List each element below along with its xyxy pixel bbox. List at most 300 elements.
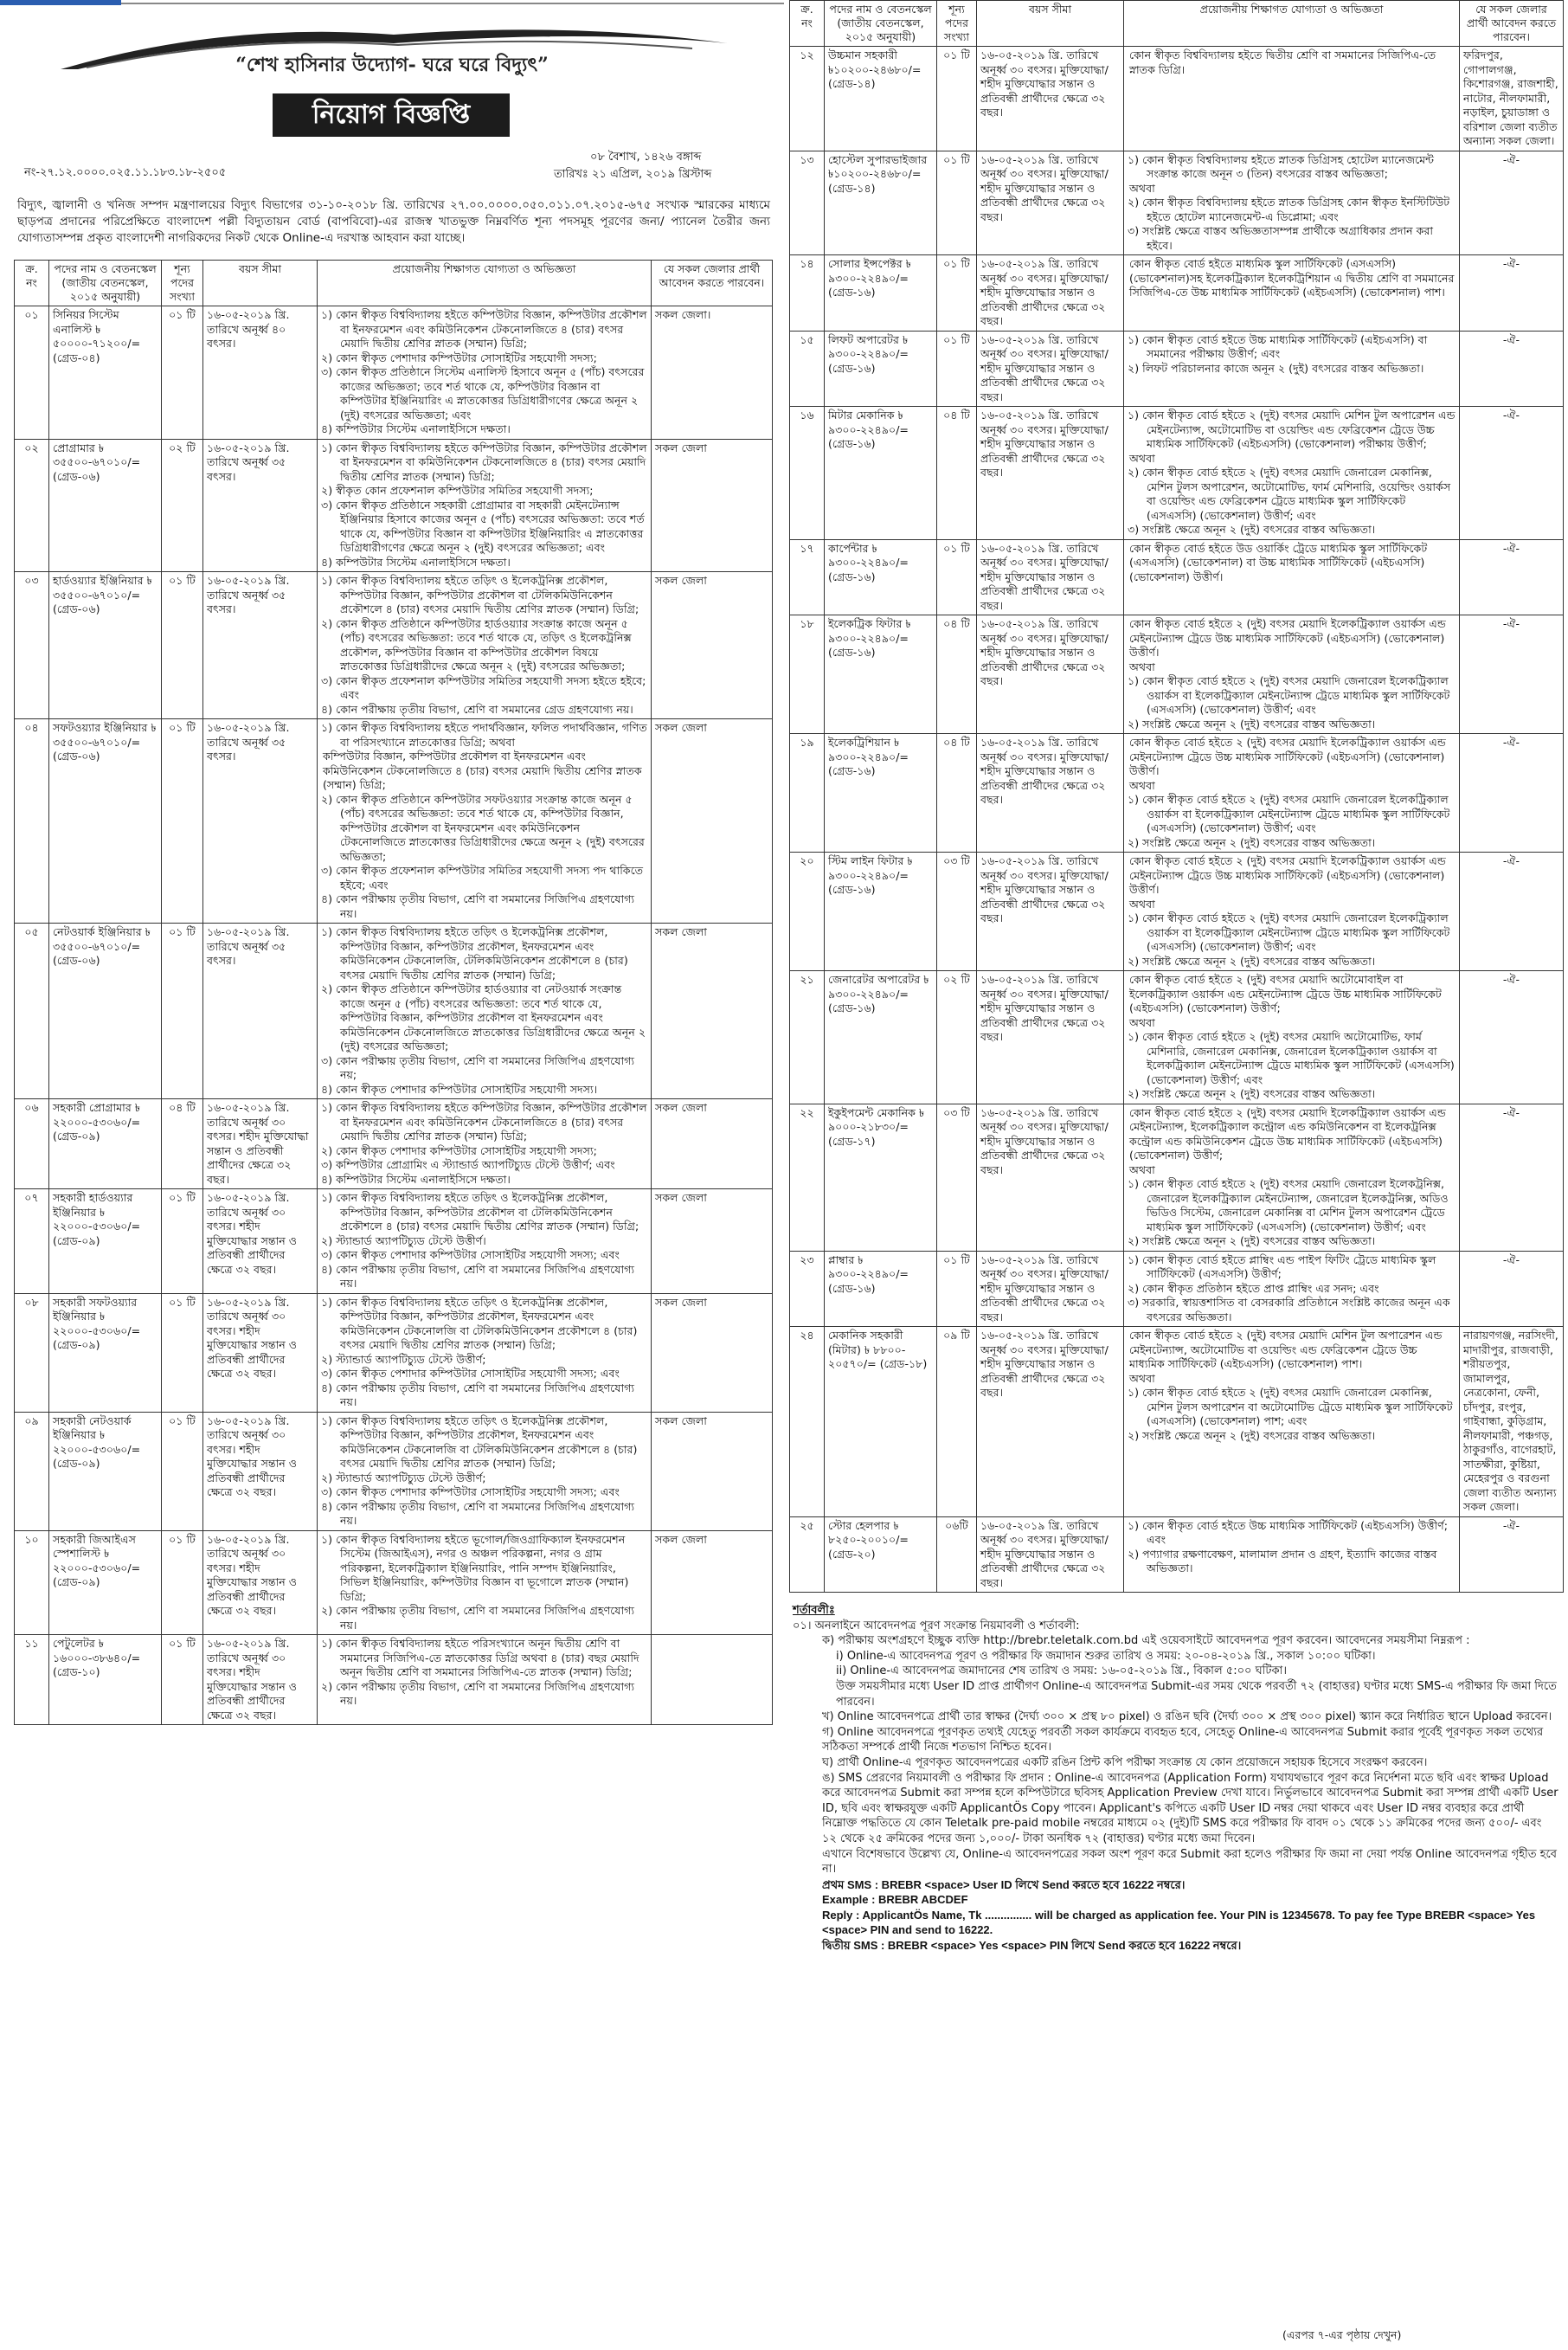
job-no: ২২ xyxy=(790,1104,825,1251)
job-vacancy: ০৪ টি xyxy=(937,407,977,540)
job-district xyxy=(652,1635,773,1725)
terms-a: ক) পরীক্ষায় অংশগ্রহণে ইচ্ছুক ব্যক্তি http://brebr.teletalk.com.bd এই ওয়েবসাইটে আবেদনপত্র পূরণ করবেন। আবেদনের সময়সীমা নিম্নরূপ : xyxy=(822,1634,1470,1648)
table-row xyxy=(15,572,773,719)
job-no: ১৭ xyxy=(790,539,825,615)
col-vacancy: শূন্য পদের সংখ্যা xyxy=(937,1,977,47)
table-row xyxy=(790,151,1564,255)
qualification-line: ৪) কম্পিউটার সিস্টেম এনালাইসিসে দক্ষতা। xyxy=(321,422,511,435)
job-post: নেটওয়ার্ক ইঞ্জিনিয়ার ৳ ৩৫৫০০-৬৭০১০/= (গ্রেড-০৬) xyxy=(49,924,162,1099)
qualification-line: কোন স্বীকৃত বোর্ড হইতে ২ (দুই) বৎসর মেয়াদি ইলেকট্রিক্যাল ওয়ার্কস এন্ড মেইনটেন্যান্স, ইলেকট্রিক্যাল কন্ট্রোল এন্ড কমিউনিকেশন বা ইলেকট্রনিক্স কন্ট্রোল এন্ড কমিউনিকেশন ট্রেডে উচ্চ মাধ্যমিক সার্টিফিকেট (এইচএসসি) (ভোকেশনাল) উত্তীর্ণ; xyxy=(1129,1105,1446,1162)
job-vacancy: ০১ টি xyxy=(162,1293,203,1412)
job-vacancy: ০১ টি xyxy=(937,331,977,407)
job-qualification xyxy=(1124,1251,1460,1327)
qualification-line: ৩) কোন স্বীকৃত পেশাদার কম্পিউটার সোসাইটির সহযোগী সদস্য; এবং xyxy=(321,1248,620,1261)
job-no: ১১ xyxy=(15,1635,49,1725)
qualification-line: ৪) কোন পরীক্ষায় তৃতীয় বিভাগ, শ্রেণি বা সমমানের সিজিপিএ গ্রহণযোগ্য নয়। xyxy=(321,1262,635,1290)
qualification-line: ৩) কম্পিউটার প্রোগ্রামিং এ স্ট্যান্ডার্ড অ্যাপটিচ্যুড টেস্টে উত্তীর্ণ; এবং xyxy=(321,1158,615,1171)
job-post: স্টোর হেলপার ৳ ৮২৫০-২০০১০/= (গ্রেড-২০) xyxy=(825,1516,937,1593)
job-post: সোলার ইন্সপেক্টর ৳ ৯৩০০-২২৪৯০/= (গ্রেড-১৬) xyxy=(825,255,937,332)
job-vacancy: ০১ টি xyxy=(937,151,977,255)
qualification-line: ২) কোন স্বীকৃত প্রতিষ্ঠান হইতে প্রাপ্ত প্লাম্বিং এর সনদ; এবং xyxy=(1128,1281,1379,1295)
job-post: সহকারী সফটওয়্যার ইঞ্জিনিয়ার ৳ ২২০০০-৫৩০৬০/= (গ্রেড-০৯) xyxy=(49,1293,162,1412)
job-age: ১৬-০৫-২০১৯ খ্রি. তারিখে অনূর্ধ্ব ৩০ বৎসর। শহীদ মুক্তিযোদ্ধার সন্তান ও প্রতিবন্ধী প্রার্থীদের ক্ষেত্রে ৩২ বছর। xyxy=(203,1412,318,1530)
job-post: স্টিম লাইন ফিটার ৳ ৯৩০০-২২৪৯০/= (গ্রেড-১৬) xyxy=(825,853,937,971)
job-vacancy: ০৯ টি xyxy=(937,1327,977,1517)
qualification-line: ৩) কোন স্বীকৃত প্রফেশনাল কম্পিউটার সমিতির সহযোগী সদস্য হইতে হইবে; এবং xyxy=(321,673,646,701)
qualification-line: ১) কোন স্বীকৃত বোর্ড হইতে উচ্চ মাধ্যমিক সার্টিফিকেট (এইচএসসি) উত্তীর্ণ; এবং xyxy=(1128,1518,1448,1546)
job-no: ০৭ xyxy=(15,1189,49,1294)
qualification-line: ২) সংশ্লিষ্ট ক্ষেত্রে অনূন ২ (দুই) বৎসরের বাস্তব অভিজ্ঞতা। xyxy=(1128,1428,1376,1442)
job-age: ১৬-০৫-২০১৯ খ্রি. তারিখে অনূর্ধ্ব ৩০ বৎসর। মুক্তিযোদ্ধা/ শহীদ মুক্তিযোদ্ধার সন্তান ও প্রতিবন্ধী প্রার্থীদের ক্ষেত্রে ৩২ বছর। xyxy=(977,615,1124,734)
job-post: কার্পেন্টার ৳ ৯৩০০-২২৪৯০/= (গ্রেড-১৬) xyxy=(825,539,937,615)
qualification-line: ১) কোন স্বীকৃত বিশ্ববিদ্যালয় হইতে কম্পিউটার বিজ্ঞান, কম্পিউটার প্রকৌশল বা ইনফরমেশন এবং কমিউনিকেশন টেকনোলজিতে ৪ (চার) বৎসর মেয়াদি দ্বিতীয় শ্রেণির স্নাতক (সম্মান) ডিগ্রি; xyxy=(321,1101,647,1143)
job-district: -ঐ- xyxy=(1460,151,1564,255)
qualification-line: অথবা xyxy=(1129,778,1155,792)
job-post: উচ্চমান সহকারী ৳১০২০০-২৪৬৮০/= (গ্রেড-১৪) xyxy=(825,47,937,151)
table-row xyxy=(790,1327,1564,1517)
job-district: -ঐ- xyxy=(1460,407,1564,540)
job-district: -ঐ- xyxy=(1460,539,1564,615)
terms-reply: Reply : ApplicantÖs Name, Tk ............... will be charged as application fee. Your PIN is 12345678. To pay fee Type BREBR <space> Yes <space> PIN and send to 16222. xyxy=(822,1908,1536,1937)
job-vacancy: ০২ টি xyxy=(162,439,203,572)
job-vacancy: ০৬টি xyxy=(937,1516,977,1593)
qualification-line: ১) কোন স্বীকৃত বিশ্ববিদ্যালয় হইতে কম্পিউটার বিজ্ঞান, কম্পিউটার প্রকৌশল বা ইনফরমেশন বা কমিউনিকেশন টেকনোলজিতে ৪ (চার) বৎসর মেয়াদি দ্বিতীয় শ্রেণির স্নাতক (সম্মান) ডিগ্রি; xyxy=(321,441,647,483)
terms-ii: ii) Online-এ আবেদনপত্র জমাদানের শেষ তারিখ ও সময়: ১৬-০৫-২০১৯ খ্রি., বিকাল ৫:০০ ঘটিকা। xyxy=(836,1664,1287,1678)
qualification-line: কোন স্বীকৃত বোর্ড হইতে মাধ্যমিক স্কুল সার্টিফিকেট (এসএসসি) (ভোকেশনাল)সহ ইলেকট্রিক্যাল ইলেকট্রিশিয়ান এ দ্বিতীয় শ্রেণি বা সমমানের সিজিপিএ-তে উচ্চ মাধ্যমিক সার্টিফিকেট (এইচএসসি) (ভোকেশনাল) পাশ। xyxy=(1129,257,1455,299)
job-vacancy: ০১ টি xyxy=(162,306,203,440)
qualification-line: ৪) কোন পরীক্ষায় তৃতীয় বিভাগ, শ্রেণি বা সমমানের সিজিপিএ গ্রহণযোগ্য নয়। xyxy=(321,1381,635,1408)
job-qualification xyxy=(318,572,652,719)
job-district: -ঐ- xyxy=(1460,1104,1564,1251)
qualification-line: ২) স্বীকৃত কোন প্রফেশনাল কম্পিউটার সমিতির সহযোগী সদস্য; xyxy=(321,484,594,497)
job-age: ১৬-০৫-২০১৯ খ্রি. তারিখে অনূর্ধ্ব ৩০ বৎসর। মুক্তিযোদ্ধা/ শহীদ মুক্তিযোদ্ধার সন্তান ও প্রতিবন্ধী প্রার্থীদের ক্ষেত্রে ৩২ বছর। xyxy=(977,1251,1124,1327)
qualification-line: ১) কোন স্বীকৃত বোর্ড হইতে ২ (দুই) বৎসর মেয়াদি জেনারেল মেকানিক্স, মেশিন টুলস অপারেশন বা অটোমোটিভ ট্রেডে মাধ্যমিক স্কুল সার্টিফিকেট (এসএসসি) (ভোকেশনাল) পাশ; এবং xyxy=(1128,1386,1453,1427)
terms-heading: শর্তাবলীঃ xyxy=(793,1604,835,1617)
qualification-line: ৩) সংশ্লিষ্ট ক্ষেত্রে বাস্তব অভিজ্ঞতাসম্পন্ন প্রার্থীকে অগ্রাধিকার প্রদান করা হইবে। xyxy=(1128,224,1434,252)
qualification-line: ১) কোন স্বীকৃত বিশ্ববিদ্যালয় হইতে তড়িৎ ও ইলেকট্রনিক্স প্রকৌশল, কম্পিউটার বিজ্ঞান, কম্পিউটার প্রকৌশল বা টেলিকমিউনিকেশন প্রকৌশলে ৪ (চার) বৎসর মেয়াদি দ্বিতীয় শ্রেণির স্নাতক (সম্মান) ডিগ্রি; xyxy=(321,1191,639,1233)
qualification-line: কোন স্বীকৃত বোর্ড হইতে ২ (দুই) বৎসর মেয়াদি ইলেকট্রিক্যাল ওয়ার্কস এন্ড মেইনটেন্যান্স ট্রেডে উচ্চ মাধ্যমিক সার্টিফিকেট (এইচএসসি) (ভোকেশনাল) উত্তীর্ণ। xyxy=(1129,854,1446,896)
job-age: ১৬-০৫-২০১৯ খ্রি. তারিখে অনূর্ধ্ব ৩০ বৎসর। মুক্তিযোদ্ধা/ শহীদ মুক্তিযোদ্ধার সন্তান ও প্রতিবন্ধী প্রার্থীদের ক্ষেত্রে ৩২ বছর। xyxy=(977,47,1124,151)
job-vacancy: ০৩ টি xyxy=(937,1104,977,1251)
slogan: “শেখ হাসিনার উদ্যোগ- ঘরে ঘরে বিদ্যুৎ” xyxy=(235,54,549,76)
job-vacancy: ০২ টি xyxy=(937,971,977,1104)
job-age: ১৬-০৫-২০১৯ খ্রি. তারিখে অনূর্ধ্ব ৩০ বৎসর। মুক্তিযোদ্ধা/ শহীদ মুক্তিযোদ্ধার সন্তান ও প্রতিবন্ধী প্রার্থীদের ক্ষেত্রে ৩২ বছর। xyxy=(977,971,1124,1104)
table-row xyxy=(15,439,773,572)
qualification-line: ১) কোন স্বীকৃত বিশ্ববিদ্যালয় হইতে ভূগোল/জিওগ্রাফিক্যাল ইনফরমেশন সিস্টেম (জিআইএস), নগর ও অঞ্চল পরিকল্পনা, নগর ও গ্রাম পরিকল্পনা, ইলেকট্রিক্যাল ইঞ্জিনিয়ারিং, পানি সম্পদ ইঞ্জিনিয়ারিং, সিভিল ইঞ্জিনিয়ারিং, কম্পিউটার বিজ্ঞান বা ভূগোলে স্নাতক (সম্মান) ডিগ্রি; xyxy=(321,1532,629,1603)
col-no: ক্র. নং xyxy=(790,1,825,47)
qualification-line: ২) সংশ্লিষ্ট ক্ষেত্রে অনূন ২ (দুই) বৎসরের বাস্তব অভিজ্ঞতা। xyxy=(1128,954,1376,968)
job-age: ১৬-০৫-২০১৯ খ্রি. তারিখে অনূর্ধ্ব ৩০ বৎসর। মুক্তিযোদ্ধা/ শহীদ মুক্তিযোদ্ধার সন্তান ও প্রতিবন্ধী প্রার্থীদের ক্ষেত্রে ৩২ বছর। xyxy=(977,853,1124,971)
table-header-row xyxy=(790,1,1564,47)
job-post: ইলেকট্রিশিয়ান ৳ ৯৩০০-২২৪৯০/= (গ্রেড-১৬) xyxy=(825,734,937,853)
job-vacancy: ০১ টি xyxy=(162,1635,203,1725)
job-qualification xyxy=(1124,853,1460,971)
jobs-table-left xyxy=(14,260,773,1725)
qualification-line: অথবা xyxy=(1129,1015,1155,1029)
job-qualification xyxy=(318,306,652,440)
qualification-line: ৩) কোন পরীক্ষায় তৃতীয় বিভাগ, শ্রেণি বা সমমানের সিজিপিএ গ্রহণযোগ্য নয়; xyxy=(321,1053,635,1081)
continued-note: (এরপর ৭-এর পৃষ্ঠায় দেখুন) xyxy=(1282,2328,1402,2341)
col-district: যে সকল জেলার প্রার্থী আবেদন করতে পারবেন। xyxy=(1460,1,1564,47)
qualification-line: ১) কোন স্বীকৃত বোর্ড হইতে ২ (দুই) বৎসর মেয়াদি মেশিন টুল অপারেশন এন্ড মেইনটেন্যান্স, অটোমোটিভ বা ওয়েল্ডিং এন্ড ফেব্রিকেশন ট্রেডে উচ্চ মাধ্যমিক সার্টিফিকেট (এইচএসসি) (ভোকেশনাল) পরীক্ষায় উত্তীর্ণ; xyxy=(1128,409,1456,450)
qualification-line: ২) কোন পরীক্ষায় তৃতীয় বিভাগ, শ্রেণি বা সমমানের সিজিপিএ গ্রহণযোগ্য নয়। xyxy=(321,1604,635,1632)
table-row xyxy=(790,47,1564,151)
job-no: ২৪ xyxy=(790,1327,825,1517)
qualification-line: ৪) কোন পরীক্ষায় তৃতীয় বিভাগ, শ্রেণি বা সমমানের সিজিপিএ গ্রহণযোগ্য নয়। xyxy=(321,1499,635,1527)
qualification-line: ২) স্ট্যান্ডার্ড অ্যাপটিচ্যুড টেস্টে উত্তীর্ণ; xyxy=(321,1471,486,1484)
qualification-line: ৪) কম্পিউটার সিস্টেম এনালাইসিসে দক্ষতা। xyxy=(321,1172,511,1186)
job-district: সকল জেলা xyxy=(652,1189,773,1294)
job-no: ০৬ xyxy=(15,1099,49,1189)
job-qualification xyxy=(318,1530,652,1635)
memo-number: নং-২৭.১২.০০০০.০২৫.১১.১৮৩.১৮-২৫০৫ xyxy=(24,166,227,179)
job-qualification xyxy=(318,1189,652,1294)
col-qualification: প্রয়োজনীয় শিক্ষাগত যোগ্যতা ও অভিজ্ঞতা xyxy=(318,261,652,306)
job-district: সকল জেলা। xyxy=(652,306,773,440)
table-row xyxy=(790,1104,1564,1251)
table-row xyxy=(15,924,773,1099)
job-age: ১৬-০৫-২০১৯ খ্রি. তারিখে অনূর্ধ্ব ৪০ বৎসর। xyxy=(203,306,318,440)
qualification-line: ৩) সরকারি, স্বায়ত্তশাসিত বা বেসরকারি প্রতিষ্ঠানে সংশ্লিষ্ট কাজের অনূন এক বৎসরের অভিজ্ঞতা। xyxy=(1128,1296,1450,1323)
job-district: -ঐ- xyxy=(1460,1251,1564,1327)
qualification-line: ২) সংশ্লিষ্ট ক্ষেত্রে অনূন ২ (দুই) বৎসরের বাস্তব অভিজ্ঞতা। xyxy=(1128,717,1376,731)
col-district: যে সকল জেলার প্রার্থী আবেদন করতে পারবেন। xyxy=(652,261,773,306)
qualification-line: ৪) কম্পিউটার সিস্টেম এনালাইসিসে দক্ষতা। xyxy=(321,555,511,569)
job-qualification xyxy=(318,1412,652,1530)
job-no: ১২ xyxy=(790,47,825,151)
qualification-line: ২) কোন স্বীকৃত পেশাদার কম্পিউটার সোসাইটির সহযোগী সদস্য; xyxy=(321,1143,597,1157)
job-post: সহকারী নেটওয়ার্ক ইঞ্জিনিয়ার ৳ ২২০০০-৫৩০৬০/= (গ্রেড-০৯) xyxy=(49,1412,162,1530)
job-post: প্লাম্বার ৳ ৯৩০০-২২৪৯০/= (গ্রেড-১৬) xyxy=(825,1251,937,1327)
table-row xyxy=(15,1635,773,1725)
table-row xyxy=(790,1251,1564,1327)
page-title: নিয়োগ বিজ্ঞপ্তি xyxy=(273,93,510,137)
terms-section xyxy=(793,1603,1559,1954)
col-post: পদের নাম ও বেতনস্কেল (জাতীয় বেতনস্কেল, ২০১৫ অনুযায়ী) xyxy=(49,261,162,306)
job-post: জেনারেটর অপারেটর ৳ ৯৩০০-২২৪৯০/= (গ্রেড-১৬) xyxy=(825,971,937,1104)
table-row xyxy=(790,539,1564,615)
table-row xyxy=(790,853,1564,971)
job-district: -ঐ- xyxy=(1460,1516,1564,1593)
jobs-table-right xyxy=(789,0,1564,1593)
job-vacancy: ০১ টি xyxy=(937,1251,977,1327)
qualification-line: ২) কোন স্বীকৃত বিশ্ববিদ্যালয় হইতে স্নাতক ডিগ্রিসহ কোন স্বীকৃত ইনস্টিটিউট হইতে হোটেল ম্যানেজমেন্ট-এ ডিপ্লোমা; এবং xyxy=(1128,196,1450,223)
qualification-line: ২) কোন পরীক্ষায় তৃতীয় বিভাগ, শ্রেণি বা সমমানের সিজিপিএ গ্রহণযোগ্য নয়। xyxy=(321,1679,635,1707)
job-qualification xyxy=(1124,407,1460,540)
job-post: সহকারী হার্ডওয়্যার ইঞ্জিনিয়ার ৳ ২২০০০-৫৩০৬০/= (গ্রেড-০৯) xyxy=(49,1189,162,1294)
job-district: সকল জেলা xyxy=(652,439,773,572)
job-post: সহকারী জিআইএস স্পেশালিস্ট ৳ ২২০০০-৫৩০৬০/= (গ্রেড-০৯) xyxy=(49,1530,162,1635)
qualification-line: ১) কোন স্বীকৃত বিশ্ববিদ্যালয় হইতে কম্পিউটার বিজ্ঞান, কম্পিউটার প্রকৌশল বা ইনফরমেশন এবং কমিউনিকেশন টেকনোলজিতে ৪ (চার) বৎসর মেয়াদি দ্বিতীয় শ্রেণির স্নাতক (সম্মান) ডিগ্রি; xyxy=(321,308,647,350)
job-age: ১৬-০৫-২০১৯ খ্রি. তারিখে অনূর্ধ্ব ৩০ বৎসর। মুক্তিযোদ্ধা/ শহীদ মুক্তিযোদ্ধার সন্তান ও প্রতিবন্ধী প্রার্থীদের ক্ষেত্রে ৩২ বছর। xyxy=(977,1516,1124,1593)
qualification-line: অথবা xyxy=(1129,1371,1155,1385)
job-post: ইলেকট্রিক ফিটার ৳ ৯৩০০-২২৪৯০/= (গ্রেড-১৬) xyxy=(825,615,937,734)
qualification-line: ১) কোন স্বীকৃত বিশ্ববিদ্যালয় হইতে পদার্থবিজ্ঞান, ফলিত পদার্থবিজ্ঞান, গণিত বা পরিসংখ্যানে স্নাতকোত্তর ডিগ্রি; অথবা xyxy=(321,721,647,749)
job-district: ফরিদপুর, গোপালগঞ্জ, কিশোরগঞ্জ, রাজশাহী, নাটোর, নীলফামারী, নড়াইল, চুয়াডাঙ্গা ও বরিশাল জেলা ব্যতীত অন্যান্য সকল জেলা। xyxy=(1460,47,1564,151)
qualification-line: ১) কোন স্বীকৃত বোর্ড হইতে প্লাম্বিং এন্ড পাইপ ফিটিং ট্রেডে মাধ্যমিক স্কুল সার্টিফিকেট (এসএসসি) উত্তীর্ণ; xyxy=(1128,1252,1436,1280)
job-vacancy: ০১ টি xyxy=(937,539,977,615)
job-no: ২৩ xyxy=(790,1251,825,1327)
qualification-line: ২) পণ্যাগার রক্ষণাবেক্ষণ, মালামাল প্রদান ও গ্রহণ, ইত্যাদি কাজের বাস্তব অভিজ্ঞতা। xyxy=(1128,1547,1437,1574)
qualification-line: ১) কোন স্বীকৃত বোর্ড হইতে ২ (দুই) বৎসর মেয়াদি জেনারেল ইলেকট্রিক্যাল ওয়ার্কস বা ইলেকট্রিক্যাল মেইনটেন্যান্স ট্রেডে মাধ্যমিক স্কুল সার্টিফিকেট (এসএসসি) (ভোকেশনাল) উত্তীর্ণ; এবং xyxy=(1128,674,1450,716)
qualification-line: ৪) কোন স্বীকৃত পেশাদার কম্পিউটার সোসাইটির সহযোগী সদস্য। xyxy=(321,1082,598,1096)
table-row xyxy=(790,331,1564,407)
job-age: ১৬-০৫-২০১৯ খ্রি. তারিখে অনূর্ধ্ব ৩০ বৎসর। মুক্তিযোদ্ধা/ শহীদ মুক্তিযোদ্ধার সন্তান ও প্রতিবন্ধী প্রার্থীদের ক্ষেত্রে ৩২ বছর। xyxy=(977,331,1124,407)
terms-u-note: এখানে বিশেষভাবে উল্লেখ্য যে, Online-এ আবেদনপত্রের সকল অংশ পূরণ করে Submit করা হলেও পরীক্ষার ফি জমা না দেয়া পর্যন্ত Online আবেদনপত্র গৃহীত হবে না। xyxy=(822,1847,1557,1877)
job-post: হোস্টেল সুপারভাইজার ৳১০২০০-২৪৬৮০/= (গ্রেড-১৪) xyxy=(825,151,937,255)
job-post: মেকানিক সহকারী (মিটার) ৳ ৮৮০০- ২০৫৭০/= (গ্রেড-১৮) xyxy=(825,1327,937,1517)
job-district: সকল জেলা xyxy=(652,924,773,1099)
job-age: ১৬-০৫-২০১৯ খ্রি. তারিখে অনূর্ধ্ব ৩০ বৎসর। মুক্তিযোদ্ধা/ শহীদ মুক্তিযোদ্ধার সন্তান ও প্রতিবন্ধী প্রার্থীদের ক্ষেত্রে ৩২ বছর। xyxy=(977,734,1124,853)
qualification-line: ২) কোন স্বীকৃত প্রতিষ্ঠানে কম্পিউটার সফটওয়্যার সংক্রান্ত কাজে অনূন ৫ (পাঁচ) বৎসরের অভিজ্ঞতা: তবে শর্ত থাকে যে, কম্পিউটার বিজ্ঞান, কম্পিউটার প্রকৌশল বা ইনফরমেশন এবং কমিউনিকেশন টেকনোলজিতে স্নাতকোত্তর ডিগ্রিধারীদের ক্ষেত্রে অনূন ২ (দুই) বৎসরের অভিজ্ঞতা; xyxy=(321,792,645,863)
job-post: পেটুলেটর ৳ ১৬০০০-৩৮৬৪০/= (গ্রেড-১০) xyxy=(49,1635,162,1725)
qualification-line: ১) কোন স্বীকৃত বিশ্ববিদ্যালয় হইতে তড়িৎ ও ইলেকট্রনিক্স প্রকৌশল, কম্পিউটার বিজ্ঞান, কম্পিউটার প্রকৌশল, ইনফরমেশন এবং কমিউনিকেশন টেকনোলজি বা টেলিকমিউনিকেশন প্রকৌশলে ৪ (চার) বৎসর মেয়াদি দ্বিতীয় শ্রেণির স্নাতক (সম্মান) ডিগ্রি; xyxy=(321,1295,638,1351)
qualification-line: ১) কোন স্বীকৃত বিশ্ববিদ্যালয় হইতে তড়িৎ ও ইলেকট্রনিক্স প্রকৌশল, কম্পিউটার বিজ্ঞান, কম্পিউটার প্রকৌশল, ইনফরমেশন এবং কমিউনিকেশন টেকনোলজি, টেলিকমিউনিকেশন প্রকৌশলে ৪ (চার) বৎসর মেয়াদি দ্বিতীয় শ্রেণির স্নাতক (সম্মান) ডিগ্রি; xyxy=(321,925,628,982)
qualification-line: ২) কোন স্বীকৃত পেশাদার কম্পিউটার সোসাইটির সহযোগী সদস্য; xyxy=(321,351,597,364)
terms-u: ঙ) SMS প্রেরণের নিয়মাবলী ও পরীক্ষার ফি প্রদান : Online-এ আবেদনপত্র (Application Form) যথাযথভাবে পূরণ করে নির্দেশনা মতে ছবি এবং স্বাক্ষর Upload করে আবেদনপত্র Submit করা সম্পন্ন হলে কম্পিউটারে ছবিসহ Application Preview দেখা যাবে। নির্ভুলভাবে আবেদনপত্র Submit করা সম্পন্ন প্রার্থী একটি User ID, ছবি এবং স্বাক্ষরযুক্ত একটি ApplicantÖs Copy পাবেন। Applicant's কপিতে একটি User ID নম্বর দেয়া থাকবে এবং User ID নম্বর ব্যবহার করে প্রার্থী নিম্নোক্ত পদ্ধতিতে যে কোন Teletalk pre-paid mobile নম্বরের মাধ্যমে ০২ (দুই)টি SMS করে পরীক্ষার ফি বাবদ ০১ থেকে ১১ ক্রমিকের পদের জন্য ৫০০/- এবং ১২ থেকে ২৫ ক্রমিকের পদের জন্য ১,০০০/- টাকা অনধিক ৭২ (বাহাত্তর) ঘণ্টার মধ্যে জমা দিবেন। xyxy=(822,1771,1558,1845)
terms-g: গ) Online আবেদনপত্রে পূরণকৃত তথ্যই যেহেতু পরবর্তী সকল কার্যক্রমে ব্যবহৃত হবে, সেহেতু Online-এ আবেদনপত্র Submit করার পূর্বেই পূরণকৃত সকল তথ্যের সঠিকতা সম্পর্কে প্রার্থী নিজে শতভাগ নিশ্চিত হবেন। xyxy=(822,1725,1544,1754)
terms-ii-note: উক্ত সময়সীমার মধ্যে User ID প্রাপ্ত প্রার্থীগণ Online-এ আবেদনপত্র Submit-এর সময় থেকে পরবর্তী ৭২ (বাহাত্তর) ঘণ্টার মধ্যে SMS-এ পরীক্ষার ফি জমা দিতে পারবেন। xyxy=(836,1679,1557,1709)
qualification-line: কোন স্বীকৃত বিশ্ববিদ্যালয় হইতে দ্বিতীয় শ্রেণি বা সমমানের সিজিপিএ-তে স্নাতক ডিগ্রি। xyxy=(1129,48,1436,76)
qualification-line: ২) কোন স্বীকৃত প্রতিষ্ঠানে কম্পিউটার হার্ডওয়্যার সংক্রান্ত কাজে অনূন ৫ (পাঁচ) বৎসরের অভিজ্ঞতা: তবে শর্ত থাকে যে, তড়িৎ ও ইলেকট্রনিক্স প্রকৌশল, কম্পিউটার বিজ্ঞান বা কম্পিউটার প্রকৌশল বিষয়ে স্নাতকোত্তর ডিগ্রিধারীদের ক্ষেত্রে অনূন ২ (দুই) বৎসরের অভিজ্ঞতা; xyxy=(321,616,632,673)
job-qualification xyxy=(318,439,652,572)
date-english: ২১ এপ্রিল, ২০১৯ খ্রিস্টাব্দ xyxy=(592,168,712,181)
qualification-line: অথবা xyxy=(1129,660,1155,673)
job-qualification xyxy=(1124,331,1460,407)
job-post: সফটওয়্যার ইঞ্জিনিয়ার ৳ ৩৫৫০০-৬৭০১০/= (গ্রেড-০৬) xyxy=(49,719,162,924)
qualification-line: ২) স্ট্যান্ডার্ড অ্যাপটিচ্যুড টেস্টে উত্তীর্ণ। xyxy=(321,1233,486,1247)
job-vacancy: ০৪ টি xyxy=(937,734,977,853)
qualification-line: ২) কোন স্বীকৃত প্রতিষ্ঠানে কম্পিউটার হার্ডওয়্যার বা নেটওয়ার্ক সংক্রান্ত কাজে অনূন ৫ (পাঁচ) বৎসরের অভিজ্ঞতা: তবে শর্ত থাকে যে, কম্পিউটার বিজ্ঞান, কম্পিউটার প্রকৌশল বা ইনফরমেশন এবং কমিউনিকেশন টেকনোলজিতে স্নাতকোত্তর ডিগ্রিধারীদের ক্ষেত্রে অনূন ২ (দুই) বৎসরের অভিজ্ঞতা; xyxy=(321,982,646,1053)
header xyxy=(0,17,784,199)
qualification-line: ২) লিফট পরিচালনার কাজে অনূন ২ (দুই) বৎসরের বাস্তব অভিজ্ঞতা। xyxy=(1128,361,1424,375)
job-district: সকল জেলা xyxy=(652,1412,773,1530)
col-post: পদের নাম ও বেতনস্কেল (জাতীয় বেতনস্কেল, ২০১৫ অনুযায়ী) xyxy=(825,1,937,47)
job-vacancy: ০১ টি xyxy=(937,47,977,151)
job-no: ০৪ xyxy=(15,719,49,924)
terms-b: খ) Online আবেদনপত্রে প্রার্থী তার স্বাক্ষর (দৈর্ঘ্য ৩০০ × প্রস্থ ৮০ pixel) ও রঙিন ছবি (দৈর্ঘ্য ৩০০ × প্রস্থ ৩০০ pixel) স্ক্যান করে নির্ধারিত স্থানে Upload করবেন। xyxy=(822,1710,1552,1724)
table-row xyxy=(790,734,1564,853)
job-vacancy: ০১ টি xyxy=(937,255,977,332)
table-row xyxy=(15,1412,773,1530)
qualification-line: ১) কোন স্বীকৃত বোর্ড হইতে ২ (দুই) বৎসর মেয়াদি জেনারেল ইলেকট্রিক্যাল ওয়ার্কস বা ইলেকট্রিক্যাল মেইনটেন্যান্স ট্রেডে মাধ্যমিক স্কুল সার্টিফিকেট (এসএসসি) (ভোকেশনাল) উত্তীর্ণ; এবং xyxy=(1128,911,1450,953)
job-vacancy: ০১ টি xyxy=(162,924,203,1099)
qualification-line: কম্পিউটার বিজ্ঞান, কম্পিউটার প্রকৌশল বা ইনফরমেশন এবং কমিউনিকেশন টেকনোলজিতে ৪ (চার) বৎসর মেয়াদি দ্বিতীয় শ্রেণির স্নাতক (সম্মান) ডিগ্রি; xyxy=(323,750,642,791)
job-district: সকল জেলা xyxy=(652,572,773,719)
job-no: ০২ xyxy=(15,439,49,572)
job-no: ১৪ xyxy=(790,255,825,332)
intro-paragraph: বিদ্যুৎ, জ্বালানী ও খনিজ সম্পদ মন্ত্রণালয়ের বিদ্যুৎ বিভাগের ৩১-১০-২০১৮ খ্রি. তারিখের ২৭.০০.০০০০.০৫০.০১১.০৭.২০১৫-৬৭৫ সংখ্যক স্মারকের মাধ্যমে ছাড়পত্র প্রদানের পরিপ্রেক্ষিতে বাংলাদেশ পল্লী বিদ্যুতায়ন বোর্ড (বাপবিবো)-এর রাজস্ব খাতভুক্ত নিম্নবর্ণিত শূন্য পদসমূহ পূরণের জন্য/ প্যানেল তৈরীর জন্য যোগ্যতাসম্পন্ন প্রকৃত বাংলাদেশী নাগরিকদের নিকট থেকে Online-এ দরখাস্ত আহবান করা যাচ্ছে। xyxy=(17,198,770,245)
qualification-line: ৩) কোন স্বীকৃত প্রফেশনাল কম্পিউটার সমিতির সহযোগী সদস্য পদ থাকিতে হইবে; এবং xyxy=(321,864,644,892)
col-age: বয়স সীমা xyxy=(203,261,318,306)
job-vacancy: ০১ টি xyxy=(162,1530,203,1635)
table-row xyxy=(790,1516,1564,1593)
date-label: তারিখঃ xyxy=(554,168,588,181)
qualification-line: ৪) কোন পরীক্ষায় তৃতীয় বিভাগ, শ্রেণি বা সমমানের গ্রেড গ্রহণযোগ্য নয়। xyxy=(321,702,633,716)
job-district: -ঐ- xyxy=(1460,971,1564,1104)
job-no: ০৯ xyxy=(15,1412,49,1530)
job-district: -ঐ- xyxy=(1460,331,1564,407)
job-qualification xyxy=(1124,971,1460,1104)
job-age: ১৬-০৫-২০১৯ খ্রি. তারিখে অনূর্ধ্ব ৩৫ বৎসর। xyxy=(203,924,318,1099)
qualification-line: ২) সংশ্লিষ্ট ক্ষেত্রে অনূন ২ (দুই) বৎসরের বাস্তব অভিজ্ঞতা। xyxy=(1128,1087,1376,1100)
job-age: ১৬-০৫-২০১৯ খ্রি. তারিখে অনূর্ধ্ব ৩০ বৎসর। শহীদ মুক্তিযোদ্ধার সন্তান ও প্রতিবন্ধী প্রার্থীদের ক্ষেত্রে ৩২ বছর। xyxy=(203,1635,318,1725)
qualification-line: কোন স্বীকৃত বোর্ড হইতে ২ (দুই) বৎসর মেয়াদি অটোমোবাইল বা ইলেকট্রিক্যাল ওয়ার্কস এন্ড মেইনটেন্যান্স ট্রেডে উচ্চ মাধ্যমিক সার্টিফিকেট (এইচএসসি) (ভোকেশনাল) উত্তীর্ণ; xyxy=(1129,973,1442,1014)
qualification-line: ৩) কোন স্বীকৃত প্রতিষ্ঠানে সিস্টেম এনালিস্ট হিসাবে অনূন ৫ (পাঁচ) বৎসরের কাজের অভিজ্ঞতা; তবে শর্ত থাকে যে, কম্পিউটার বিজ্ঞান বা কম্পিউটার ইঞ্জিনিয়ারিং এ স্নাতকোত্তর ডিগ্রিধারীগণের ক্ষেত্রে অনূন ২ (দুই) বৎসরের অভিজ্ঞতা; এবং xyxy=(321,365,645,422)
qualification-line: ৩) সংশ্লিষ্ট ক্ষেত্রে অনূন ২ (দুই) বৎসরের বাস্তব অভিজ্ঞতা। xyxy=(1128,523,1376,536)
job-district: -ঐ- xyxy=(1460,255,1564,332)
job-qualification xyxy=(1124,1104,1460,1251)
qualification-line: ১) কোন স্বীকৃত বিশ্ববিদ্যালয় হইতে তড়িৎ ও ইলেকট্রনিক্স প্রকৌশল, কম্পিউটার বিজ্ঞান, কম্পিউটার প্রকৌশল, ইনফরমেশন এবং কমিউনিকেশন টেকনোলজি বা টেলিকমিউনিকেশন প্রকৌশলে ৪ (চার) বৎসর মেয়াদি দ্বিতীয় শ্রেণির স্নাতক (সম্মান) ডিগ্রি; xyxy=(321,1413,638,1470)
qualification-line: ১) কোন স্বীকৃত বোর্ড হইতে উচ্চ মাধ্যমিক সার্টিফিকেট (এইচএসসি) বা সমমানের পরীক্ষায় উত্তীর্ণ; এবং xyxy=(1128,332,1428,360)
qualification-line: অথবা xyxy=(1129,897,1155,911)
qualification-line: ১) কোন স্বীকৃত বিশ্ববিদ্যালয় হইতে স্নাতক ডিগ্রিসহ হোটেল ম্যানেজমেন্ট সংক্রান্ত কাজে অনূন ৩ (তিন) বৎসরের বাস্তব অভিজ্ঞতা; xyxy=(1128,152,1435,180)
job-vacancy: ০৪ টি xyxy=(937,615,977,734)
job-vacancy: ০১ টি xyxy=(162,719,203,924)
table-header-row xyxy=(15,261,773,306)
job-post: সিনিয়র সিস্টেম এনালিস্ট ৳ ৫০০০০-৭১২০০/= (গ্রেড-০৪) xyxy=(49,306,162,440)
job-age: ১৬-০৫-২০১৯ খ্রি. তারিখে অনূর্ধ্ব ৩৫ বৎসর। xyxy=(203,439,318,572)
qualification-line: ২) সংশ্লিষ্ট ক্ষেত্রে অনূন ২ (দুই) বৎসরের বাস্তব অভিজ্ঞতা। xyxy=(1128,835,1376,849)
table-row xyxy=(790,615,1564,734)
table-row xyxy=(790,971,1564,1104)
job-no: ০৮ xyxy=(15,1293,49,1412)
job-age: ১৬-০৫-২০১৯ খ্রি. তারিখে অনূর্ধ্ব ৩০ বৎসর। মুক্তিযোদ্ধা/ শহীদ মুক্তিযোদ্ধার সন্তান ও প্রতিবন্ধী প্রার্থীদের ক্ষেত্রে ৩২ বছর। xyxy=(977,539,1124,615)
qualification-line: ৩) কোন স্বীকৃত পেশাদার কম্পিউটার সোসাইটির সহযোগী সদস্য; এবং xyxy=(321,1485,620,1498)
table-row xyxy=(790,255,1564,332)
job-qualification xyxy=(318,1099,652,1189)
date-bangla: ০৮ বৈশাখ, ১৪২৬ বঙ্গাব্দ xyxy=(590,151,702,164)
job-no: ১৫ xyxy=(790,331,825,407)
col-qualification: প্রয়োজনীয় শিক্ষাগত যোগ্যতা ও অভিজ্ঞতা xyxy=(1124,1,1460,47)
job-no: ১৯ xyxy=(790,734,825,853)
qualification-line: ১) কোন স্বীকৃত বোর্ড হইতে ২ (দুই) বৎসর মেয়াদি অটোমোটিভ, ফার্ম মেশিনারি, জেনারেল মেকানিক্স, জেনারেল ইলেকট্রিক্যাল ওয়ার্কস বা ইলেকট্রিক্যাল মেইনটেন্যান্স ট্রেডে মাধ্যমিক স্কুল সার্টিফিকেট (এসএসসি) (ভোকেশনাল) উত্তীর্ণ; এবং xyxy=(1128,1030,1455,1086)
job-district: সকল জেলা xyxy=(652,1293,773,1412)
job-age: ১৬-০৫-২০১৯ খ্রি. তারিখে অনূর্ধ্ব ৩০ বৎসর। শহীদ মুক্তিযোদ্ধার সন্তান ও প্রতিবন্ধী প্রার্থীদের ক্ষেত্রে ৩২ বছর। xyxy=(203,1189,318,1294)
job-no: ২০ xyxy=(790,853,825,971)
job-qualification xyxy=(1124,47,1460,151)
job-vacancy: ০১ টি xyxy=(162,572,203,719)
table-row xyxy=(15,1189,773,1294)
qualification-line: ৪) কোন পরীক্ষায় তৃতীয় বিভাগ, শ্রেণি বা সমমানের সিজিপিএ গ্রহণযোগ্য নয়। xyxy=(321,892,635,920)
job-qualification xyxy=(1124,1516,1460,1593)
job-post: সহকারী প্রোগ্রামার ৳ ২২০০০-৫৩০৬০/= (গ্রেড-০৯) xyxy=(49,1099,162,1189)
job-vacancy: ০৪ টি xyxy=(162,1099,203,1189)
qualification-line: কোন স্বীকৃত বোর্ড হইতে উড ওয়ার্কিং ট্রেডে মাধ্যমিক স্কুল সার্টিফিকেট (এসএসসি) (ভোকেশনাল) বা উচ্চ মাধ্যমিক সার্টিফিকেট (এইচএসসি) (ভোকেশনাল) উত্তীর্ণ। xyxy=(1129,541,1428,583)
job-district: -ঐ- xyxy=(1460,853,1564,971)
job-post: হার্ডওয়্যার ইঞ্জিনিয়ার ৳ ৩৫৫০০-৬৭০১০/= (গ্রেড-০৬) xyxy=(49,572,162,719)
col-no: ক্র. নং xyxy=(15,261,49,306)
job-no: ০১ xyxy=(15,306,49,440)
job-no: ১৬ xyxy=(790,407,825,540)
qualification-line: কোন স্বীকৃত বোর্ড হইতে ২ (দুই) বৎসর মেয়াদি ইলেকট্রিক্যাল ওয়ার্কস এন্ড মেইনটেন্যান্স ট্রেডে উচ্চ মাধ্যমিক সার্টিফিকেট (এইচএসসি) (ভোকেশনাল) উত্তীর্ণ। xyxy=(1129,617,1446,659)
job-vacancy: ০১ টি xyxy=(162,1412,203,1530)
job-age: ১৬-০৫-২০১৯ খ্রি. তারিখে অনূর্ধ্ব ৩০ বৎসর। মুক্তিযোদ্ধা/ শহীদ মুক্তিযোদ্ধার সন্তান ও প্রতিবন্ধী প্রার্থীদের ক্ষেত্রে ৩২ বছর। xyxy=(977,151,1124,255)
job-district: সকল জেলা xyxy=(652,1530,773,1635)
job-qualification xyxy=(1124,539,1460,615)
job-qualification xyxy=(318,1293,652,1412)
qualification-line: ১) কোন স্বীকৃত বোর্ড হইতে ২ (দুই) বৎসর মেয়াদি জেনারেল ইলেকট্রনিক্স, জেনারেল ইলেকট্রিক্যাল মেইনটেন্যান্স, জেনারেল ইলেকট্রনিক্স, অডিও ভিডিও সিস্টেম, জেনারেল মেকানিক্স বা মেশিন টুলস অপারেশন ট্রেডে মাধ্যমিক স্কুল সার্টিফিকেট (এসএসসি) (ভোকেশনাল) উত্তীর্ণ; এবং xyxy=(1128,1177,1449,1233)
job-no: ০৩ xyxy=(15,572,49,719)
job-age: ১৬-০৫-২০১৯ খ্রি. তারিখে অনূর্ধ্ব ৩০ বৎসর। মুক্তিযোদ্ধা/ শহীদ মুক্তিযোদ্ধার সন্তান ও প্রতিবন্ধী প্রার্থীদের ক্ষেত্রে ৩২ বছর। xyxy=(977,1104,1124,1251)
table-row xyxy=(15,306,773,440)
qualification-line: অথবা xyxy=(1129,181,1155,195)
table-row xyxy=(15,1293,773,1412)
terms-item-1: ০১। অনলাইনে আবেদনপত্র পূরণ সংক্রান্ত নিয়মাবলী ও শর্তাবলী: xyxy=(793,1619,1080,1632)
job-qualification xyxy=(318,719,652,924)
qualification-line: ১) কোন স্বীকৃত বিশ্ববিদ্যালয় হইতে পরিসংখ্যানে অনূন দ্বিতীয় শ্রেণি বা সমমানের সিজিপিএ-তে স্নাতকোত্তর ডিগ্রি অথবা ৪ (চার) বছর মেয়াদি অনূন দ্বিতীয় শ্রেণি বা সমমানের সিজিপিএ-তে স্নাতক (সম্মান) ডিগ্রি; xyxy=(321,1637,639,1678)
job-vacancy: ০১ টি xyxy=(162,1189,203,1294)
job-no: ১৩ xyxy=(790,151,825,255)
job-no: ২৫ xyxy=(790,1516,825,1593)
job-age: ১৬-০৫-২০১৯ খ্রি. তারিখে অনূর্ধ্ব ৩০ বৎসর। শহীদ মুক্তিযোদ্ধা সন্তান ও প্রতিবন্ধী প্রার্থীদের ক্ষেত্রে ৩২ বছর। xyxy=(203,1099,318,1189)
job-post: ইকুইপমেন্ট মেকানিক ৳ ৯০০০-২১৮৩০/= (গ্রেড-১৭) xyxy=(825,1104,937,1251)
qualification-line: ২) স্ট্যান্ডার্ড অ্যাপটিচ্যুড টেস্টে উত্তীর্ণ; xyxy=(321,1352,486,1366)
job-qualification xyxy=(1124,615,1460,734)
job-qualification xyxy=(1124,151,1460,255)
qualification-line: কোন স্বীকৃত বোর্ড হইতে ২ (দুই) বৎসর মেয়াদি ইলেকট্রিক্যাল ওয়ার্কস এন্ড মেইনটেন্যান্স ট্রেডে উচ্চ মাধ্যমিক সার্টিফিকেট (এইচএসসি) (ভোকেশনাল) উত্তীর্ণ। xyxy=(1129,736,1446,777)
job-no: ০৫ xyxy=(15,924,49,1099)
col-age: বয়স সীমা xyxy=(977,1,1124,47)
terms-sms1: প্রথম SMS : BREBR <space> User ID লিখে Send করতে হবে 16222 নম্বরে। xyxy=(822,1877,1186,1891)
terms-sms2: দ্বিতীয় SMS : BREBR <space> Yes <space> PIN লিখে Send করতে হবে 16222 নম্বরে। xyxy=(822,1939,1242,1953)
job-district: -ঐ- xyxy=(1460,615,1564,734)
job-no: ২১ xyxy=(790,971,825,1104)
job-age: ১৬-০৫-২০১৯ খ্রি. তারিখে অনূর্ধ্ব ৩০ বৎসর। শহীদ মুক্তিযোদ্ধার সন্তান ও প্রতিবন্ধী প্রার্থীদের ক্ষেত্রে ৩২ বছর। xyxy=(203,1530,318,1635)
terms-example: Example : BREBR ABCDEF xyxy=(822,1893,968,1907)
col-vacancy: শূন্য পদের সংখ্যা xyxy=(162,261,203,306)
job-qualification xyxy=(1124,1327,1460,1517)
job-qualification xyxy=(318,1635,652,1725)
qualification-line: অথবা xyxy=(1129,451,1155,465)
job-vacancy: ০৩ টি xyxy=(937,853,977,971)
qualification-line: ১) কোন স্বীকৃত বোর্ড হইতে ২ (দুই) বৎসর মেয়াদি জেনারেল ইলেকট্রিক্যাল ওয়ার্কস বা ইলেকট্রিক্যাল মেইনটেন্যান্স ট্রেডে মাধ্যমিক স্কুল সার্টিফিকেট (এসএসসি) (ভোকেশনাল) উত্তীর্ণ; এবং xyxy=(1128,793,1450,834)
job-age: ১৬-০৫-২০১৯ খ্রি. তারিখে অনূর্ধ্ব ৩৫ বৎসর। xyxy=(203,719,318,924)
qualification-line: ২) সংশ্লিষ্ট ক্ষেত্রে অনূন ২ (দুই) বৎসরের বাস্তব অভিজ্ঞতা। xyxy=(1128,1234,1376,1247)
qualification-line: অথবা xyxy=(1129,1162,1155,1176)
job-age: ১৬-০৫-২০১৯ খ্রি. তারিখে অনূর্ধ্ব ৩০ বৎসর। মুক্তিযোদ্ধা/ শহীদ মুক্তিযোদ্ধার সন্তান ও প্রতিবন্ধী প্রার্থীদের ক্ষেত্রে ৩২ বছর। xyxy=(977,1327,1124,1517)
qualification-line: ৩) কোন স্বীকৃত পেশাদার কম্পিউটার সোসাইটির সহযোগী সদস্য; এবং xyxy=(321,1367,620,1380)
table-row xyxy=(15,719,773,924)
job-post: প্রোগ্রামার ৳ ৩৫৫০০-৬৭০১০/= (গ্রেড-০৬) xyxy=(49,439,162,572)
job-qualification xyxy=(318,924,652,1099)
qualification-line: ১) কোন স্বীকৃত বিশ্ববিদ্যালয় হইতে তড়িৎ ও ইলেকট্রনিক্স প্রকৌশল, কম্পিউটার বিজ্ঞান, কম্পিউটার প্রকৌশল বা টেলিকমিউনিকেশন প্রকৌশলে ৪ (চার) বৎসর মেয়াদি দ্বিতীয় শ্রেণির স্নাতক (সম্মান) ডিগ্রি; xyxy=(321,574,639,615)
job-age: ১৬-০৫-২০১৯ খ্রি. তারিখে অনূর্ধ্ব ৩০ বৎসর। মুক্তিযোদ্ধা/ শহীদ মুক্তিযোদ্ধার সন্তান ও প্রতিবন্ধী প্রার্থীদের ক্ষেত্রে ৩২ বছর। xyxy=(977,255,1124,332)
job-district: নারায়ণগঞ্জ, নরসিংদী, মাদারীপুর, রাজবাড়ী, শরীয়তপুর, জামালপুর, নেত্রকোনা, ফেনী, চাঁদপুর, রংপুর, গাইবান্ধা, কুড়িগ্রাম, নীলফামারী, পঞ্চগড়, ঠাকুরগাঁও, বাগেরহাট, সাতক্ষীরা, কুষ্টিয়া, মেহেরপুর ও বরগুনা জেলা ব্যতীত অন্যান্য সকল জেলা। xyxy=(1460,1327,1564,1517)
date-block xyxy=(554,149,770,183)
job-no: ১০ xyxy=(15,1530,49,1635)
terms-gh: ঘ) প্রার্থী Online-এ পূরণকৃত আবেদনপত্রের একটি রঙিন প্রিন্ট কপি পরীক্ষা সংক্রান্ত যে কোন প্রয়োজনে সহায়ক হিসেবে সংরক্ষণ করবেন। xyxy=(822,1755,1428,1769)
qualification-line: ২) কোন স্বীকৃত বোর্ড হইতে ২ (দুই) বৎসর মেয়াদি জেনারেল মেকানিক্স, মেশিন টুলস অপারেশন, অটোমোটিভ, ফার্ম মেশিনারি, ওয়েল্ডিং ওয়ার্কস বা ওয়েল্ডিং এন্ড ফেব্রিকেশন ট্রেডে মাধ্যমিক স্কুল সার্টিফিকেট (এসএসসি) (ভোকেশনাল) উত্তীর্ণ; এবং xyxy=(1128,466,1451,522)
job-age: ১৬-০৫-২০১৯ খ্রি. তারিখে অনূর্ধ্ব ৩০ বৎসর। শহীদ মুক্তিযোদ্ধার সন্তান ও প্রতিবন্ধী প্রার্থীদের ক্ষেত্রে ৩২ বছর। xyxy=(203,1293,318,1412)
job-no: ১৮ xyxy=(790,615,825,734)
top-rule xyxy=(0,0,784,5)
terms-i: i) Online-এ আবেদনপত্র পূরণ ও পরীক্ষার ফি জমাদান শুরুর তারিখ ও সময়: ২০-০৪-২০১৯ খ্রি., সকাল ১০:০০ ঘটিকা। xyxy=(836,1649,1376,1663)
job-qualification xyxy=(1124,255,1460,332)
table-row xyxy=(790,407,1564,540)
table-row xyxy=(15,1099,773,1189)
qualification-line: কোন স্বীকৃত বোর্ড হইতে ২ (দুই) বৎসর মেয়াদি মেশিন টুল অপারেশন এন্ড মেইনটেন্যান্স, অটোমোটিভ বা ওয়েল্ডিং এন্ড ফেব্রিকেশন ট্রেডে উচ্চ মাধ্যমিক সার্টিফিকেট (এইচএসসি) (ভোকেশনাল) পাশ। xyxy=(1129,1329,1443,1370)
job-district: সকল জেলা xyxy=(652,1099,773,1189)
job-district: -ঐ- xyxy=(1460,734,1564,853)
table-row xyxy=(15,1530,773,1635)
job-post: লিফট অপারেটর ৳ ৯৩০০-২২৪৯০/= (গ্রেড-১৬) xyxy=(825,331,937,407)
job-qualification xyxy=(1124,734,1460,853)
job-age: ১৬-০৫-২০১৯ খ্রি. তারিখে অনূর্ধ্ব ৩৫ বৎসর। xyxy=(203,572,318,719)
job-age: ১৬-০৫-২০১৯ খ্রি. তারিখে অনূর্ধ্ব ৩০ বৎসর। মুক্তিযোদ্ধা/ শহীদ মুক্তিযোদ্ধার সন্তান ও প্রতিবন্ধী প্রার্থীদের ক্ষেত্রে ৩২ বছর। xyxy=(977,407,1124,540)
qualification-line: ৩) কোন স্বীকৃত প্রতিষ্ঠানে সহকারী প্রোগ্রামার বা সহকারী মেইনটেন্যান্স ইঞ্জিনিয়ার হিসাবে কাজের অনূন ৫ (পাঁচ) বৎসরের অভিজ্ঞতা: তবে শর্ত থাকে যে, কম্পিউটার বিজ্ঞান বা কম্পিউটার ইঞ্জিনিয়ারিং এ স্নাতকোত্তর ডিগ্রিধারীগণের ক্ষেত্রে অনূন ২ (দুই) বৎসরের অভিজ্ঞতা; এবং xyxy=(321,498,645,554)
job-post: মিটার মেকানিক ৳ ৯৩০০-২২৪৯০/= (গ্রেড-১৬) xyxy=(825,407,937,540)
